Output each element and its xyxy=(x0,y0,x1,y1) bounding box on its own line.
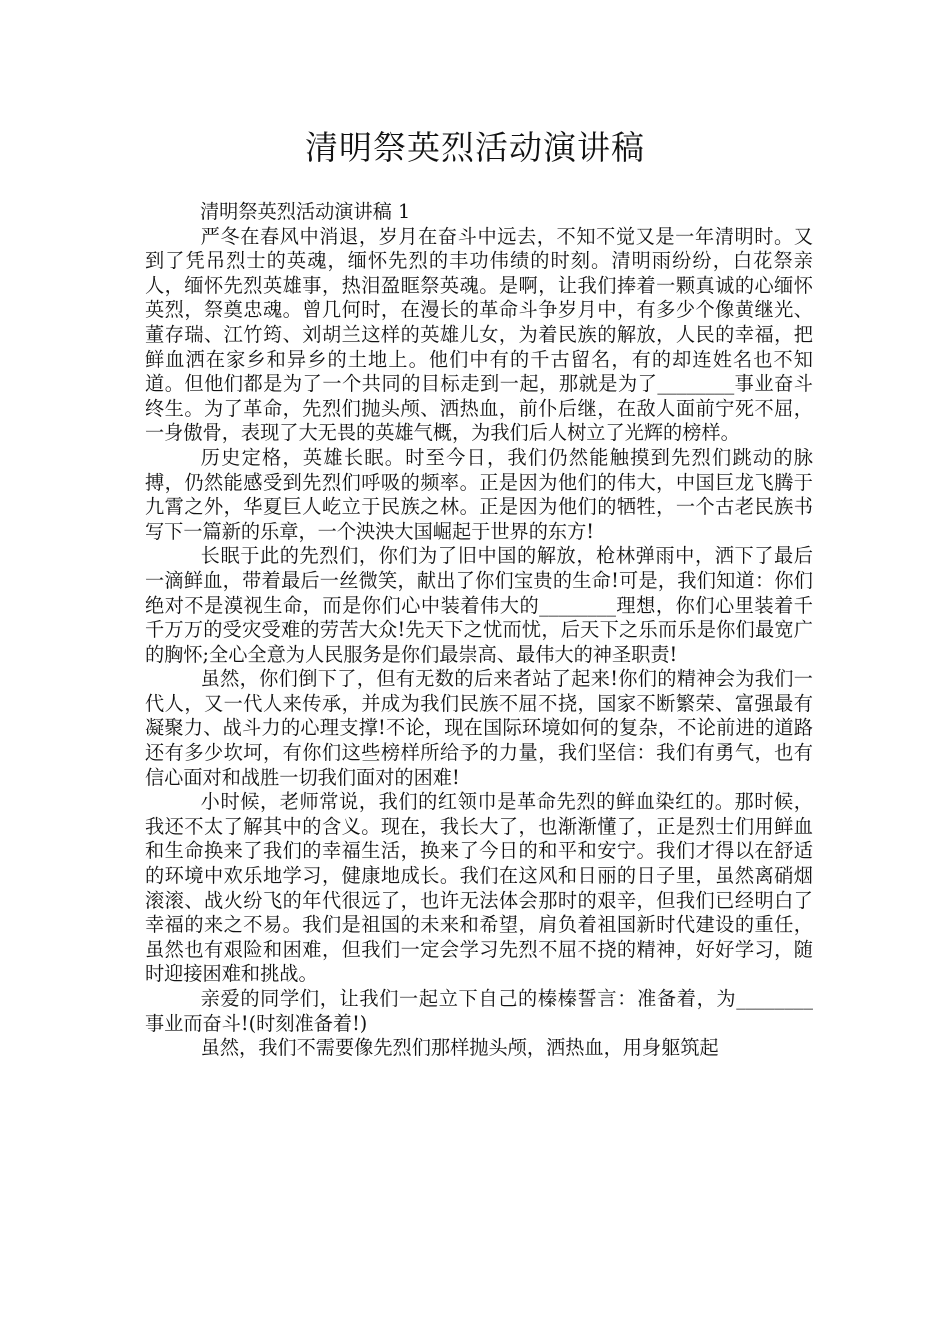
paragraph-6: 亲爱的同学们，让我们一起立下自己的榛榛誓言：准备着，为________事业而奋斗!(时刻准备着!) xyxy=(145,987,813,1035)
paragraph-4: 虽然，你们倒下了，但有无数的后来者站了起来!你们的精神会为我们一代人，又一代人来传承，并成为我们民族不屈不挠，国家不断繁荣、富强最有凝聚力、战斗力的心理支撑!不论，现在国际环境如何的复杂，不论前进的道路还有多少坎坷，有你们这些榜样所给予的力量，我们坚信：我们有勇气，也有信心面对和战胜一切我们面对的困难! xyxy=(145,667,813,789)
document-title: 清明祭英烈活动演讲稿 xyxy=(305,128,645,167)
paragraph-1: 严冬在春风中消退，岁月在奋斗中远去，不知不觉又是一年清明时。又到了凭吊烈士的英魂，缅怀先烈的丰功伟绩的时刻。清明雨纷纷，白花祭亲人，缅怀先烈英雄事，热泪盈眶祭英魂。是啊，让我们捧着一颗真诚的心缅怀英烈，祭奠忠魂。曾几何时，在漫长的革命斗争岁月中，有多少个像黄继光、董存瑞、江竹筠、刘胡兰这样的英雄儿女，为着民族的解放，人民的幸福，把鲜血洒在家乡和异乡的土地上。他们中有的千古留名，有的却连姓名也不知道。但他们都是为了一个共同的目标走到一起，那就是为了________事业奋斗终生。为了革命，先烈们抛头颅、洒热血，前仆后继，在敌人面前宁死不屈，一身傲骨，表现了大无畏的英雄气概，为我们后人树立了光辉的榜样。 xyxy=(145,224,813,445)
paragraph-7: 虽然，我们不需要像先烈们那样抛头颅，洒热血，用身躯筑起 xyxy=(200,1036,719,1060)
paragraph-2: 历史定格，英雄长眠。时至今日，我们仍然能触摸到先烈们跳动的脉搏，仍然能感受到先烈们呼吸的频率。正是因为他们的伟大，中国巨龙飞腾于九霄之外，华夏巨人屹立于民族之林。正是因为他们的牺牲，一个古老民族书写下一篇新的乐章，一个泱泱大国崛起于世界的东方! xyxy=(145,445,813,543)
document-body xyxy=(145,200,813,1061)
section-heading: 清明祭英烈活动演讲稿 1 xyxy=(200,200,411,223)
paragraph-3: 长眠于此的先烈们，你们为了旧中国的解放，枪林弹雨中，洒下了最后一滴鲜血，带着最后一丝微笑，献出了你们宝贵的生命!可是，我们知道：你们绝对不是漠视生命，而是你们心中装着伟大的________理想，你们心里装着千千万万的受灾受难的劳苦大众!先天下之忧而忧，后天下之乐而乐是你们最宽广的胸怀;全心全意为人民服务是你们最崇高、最伟大的神圣职责! xyxy=(145,544,813,666)
paragraph-5: 小时候，老师常说，我们的红领巾是革命先烈的鲜血染红的。那时候，我还不太了解其中的含义。现在，我长大了，也渐渐懂了，正是烈士们用鲜血和生命换来了我们的幸福生活，换来了今日的和平和安宁。我们才得以在舒适的环境中欢乐地学习，健康地成长。我们在这风和日丽的日子里，虽然离硝烟滚滚、战火纷飞的年代很远了，也许无法体会那时的艰辛，但我们已经明白了幸福的来之不易。我们是祖国的未来和希望，肩负着祖国新时代建设的重任，虽然也有艰险和困难，但我们一定会学习先烈不屈不挠的精神，好好学习，随时迎接困难和挑战。 xyxy=(145,790,813,986)
